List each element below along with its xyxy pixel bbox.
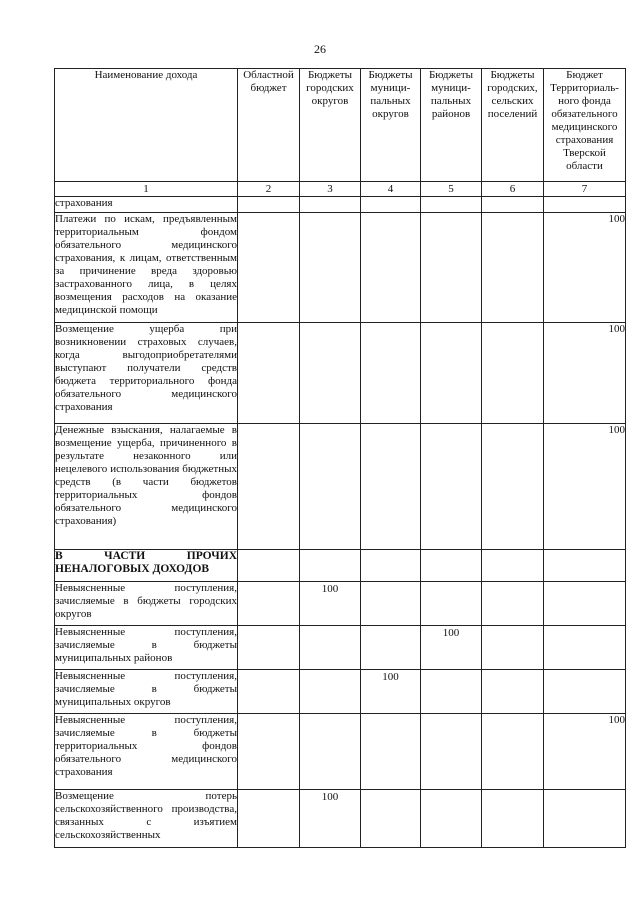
- value-cell: [300, 424, 361, 550]
- value-cell: [421, 424, 482, 550]
- value-cell: [300, 626, 361, 670]
- header-revenue-name: Наименование дохода: [55, 69, 238, 182]
- value-cell: [238, 670, 300, 714]
- page-number: 26: [314, 42, 326, 56]
- value-cell: [482, 550, 544, 582]
- value-cell: 100: [544, 424, 626, 550]
- revenue-name: страхования: [55, 197, 238, 213]
- value-cell: [421, 714, 482, 790]
- section-title: В ЧАСТИ ПРОЧИХ НЕНАЛОГОВЫХ ДОХОДОВ: [55, 550, 238, 582]
- table-row: [55, 424, 626, 550]
- table-row: [55, 213, 626, 323]
- value-cell: [238, 323, 300, 424]
- value-cell: [421, 670, 482, 714]
- value-cell: [300, 550, 361, 582]
- value-cell: [421, 197, 482, 213]
- column-number: 4: [361, 182, 421, 197]
- table-row: [55, 714, 626, 790]
- value-cell: [300, 213, 361, 323]
- revenue-name: Невыясненные поступления, зачисляемые в бюджеты муниципальных округов: [55, 670, 238, 714]
- value-cell: [482, 714, 544, 790]
- value-cell: [361, 323, 421, 424]
- value-cell: [300, 323, 361, 424]
- value-cell: [482, 582, 544, 626]
- value-cell: [300, 197, 361, 213]
- value-cell: [544, 626, 626, 670]
- column-number-row: [55, 182, 626, 197]
- value-cell: [482, 323, 544, 424]
- value-cell: 100: [544, 213, 626, 323]
- value-cell: [238, 626, 300, 670]
- value-cell: 100: [544, 714, 626, 790]
- table-row: [55, 323, 626, 424]
- value-cell: [544, 197, 626, 213]
- value-cell: [421, 582, 482, 626]
- value-cell: [361, 197, 421, 213]
- value-cell: [361, 714, 421, 790]
- value-cell: [544, 550, 626, 582]
- table-row: [55, 626, 626, 670]
- header-municipal-districts: Бюджеты муници-пальных округов: [361, 69, 421, 182]
- column-number: 3: [300, 182, 361, 197]
- revenue-name: Возмещение потерь сельскохозяйственного производства, связанных с изъятием сельскохозяйственных: [55, 790, 238, 848]
- header-health-insurance-fund: Бюджет Территориаль-ного фонда обязательного медицинского страхования Тверской области: [544, 69, 626, 182]
- value-cell: [421, 790, 482, 848]
- value-cell: [300, 714, 361, 790]
- value-cell: 100: [421, 626, 482, 670]
- value-cell: [238, 714, 300, 790]
- value-cell: 100: [361, 670, 421, 714]
- value-cell: [482, 197, 544, 213]
- value-cell: [482, 670, 544, 714]
- value-cell: [361, 213, 421, 323]
- header-city-districts: Бюджеты городских округов: [300, 69, 361, 182]
- value-cell: [361, 550, 421, 582]
- value-cell: [482, 626, 544, 670]
- column-number: 6: [482, 182, 544, 197]
- value-cell: [300, 670, 361, 714]
- revenue-distribution-table: [54, 68, 626, 848]
- revenue-name: Невыясненные поступления, зачисляемые в бюджеты муниципальных районов: [55, 626, 238, 670]
- column-number: 7: [544, 182, 626, 197]
- header-regional-budget: Областной бюджет: [238, 69, 300, 182]
- value-cell: [544, 670, 626, 714]
- value-cell: [238, 197, 300, 213]
- value-cell: 100: [300, 582, 361, 626]
- value-cell: [421, 213, 482, 323]
- table-row: [55, 670, 626, 714]
- value-cell: [361, 582, 421, 626]
- value-cell: [361, 790, 421, 848]
- value-cell: [238, 550, 300, 582]
- table-header-row: [55, 69, 626, 182]
- value-cell: [482, 424, 544, 550]
- column-number: 2: [238, 182, 300, 197]
- table-row: [55, 582, 626, 626]
- table-row: [55, 790, 626, 848]
- header-settlements: Бюджеты городских, сельских поселений: [482, 69, 544, 182]
- value-cell: [238, 213, 300, 323]
- value-cell: [238, 582, 300, 626]
- revenue-name: Платежи по искам, предъявленным территориальным фондом обязательного медицинского страхования, к лицам, ответственным за причинение вреда здоровью застрахованного лица, в целях возмещения расходов на оказание медицинской помощи: [55, 213, 238, 323]
- column-number: 1: [55, 182, 238, 197]
- value-cell: 100: [300, 790, 361, 848]
- value-cell: [482, 213, 544, 323]
- value-cell: 100: [544, 323, 626, 424]
- value-cell: [361, 424, 421, 550]
- table-row: [55, 197, 626, 213]
- value-cell: [482, 790, 544, 848]
- value-cell: [421, 550, 482, 582]
- column-number: 5: [421, 182, 482, 197]
- value-cell: [544, 790, 626, 848]
- value-cell: [544, 582, 626, 626]
- value-cell: [421, 323, 482, 424]
- revenue-name: Невыясненные поступления, зачисляемые в бюджеты территориальных фондов обязательного медицинского страхования: [55, 714, 238, 790]
- section-header-row: [55, 550, 626, 582]
- revenue-name: Возмещение ущерба при возникновении страховых случаев, когда выгодоприобретателями выступают получатели средств бюджета территориального фонда обязательного медицинского страхования: [55, 323, 238, 424]
- revenue-name: Денежные взыскания, налагаемые в возмещение ущерба, причиненного в результате незаконного или нецелевого использования бюджетных средств (в части бюджетов территориальных фондов обязательного медицинского страхования): [55, 424, 238, 550]
- revenue-name: Невыясненные поступления, зачисляемые в бюджеты городских округов: [55, 582, 238, 626]
- header-municipal-regions: Бюджеты муници-пальных районов: [421, 69, 482, 182]
- value-cell: [361, 626, 421, 670]
- value-cell: [238, 424, 300, 550]
- value-cell: [238, 790, 300, 848]
